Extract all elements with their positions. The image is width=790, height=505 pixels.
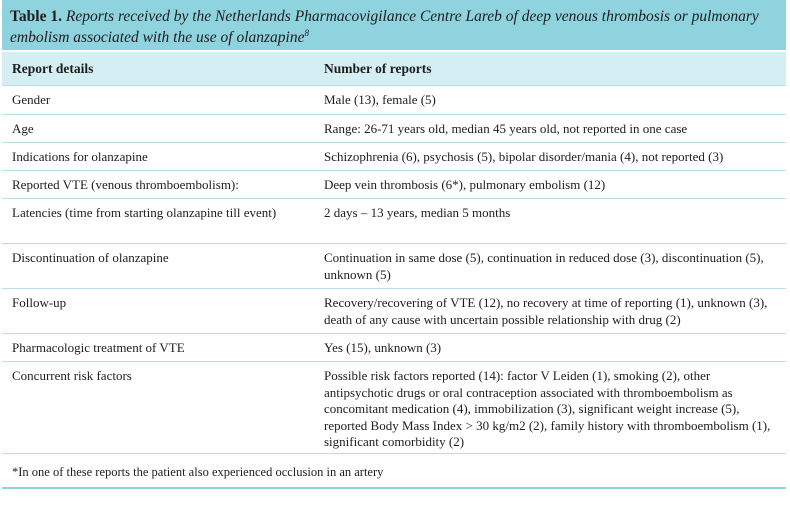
row-detail: Follow-up xyxy=(12,295,67,310)
row-detail: Pharmacologic treatment of VTE xyxy=(12,340,185,355)
column-header-number-of-reports: Number of reports xyxy=(324,60,432,76)
row-value: Yes (15), unknown (3) xyxy=(324,340,442,355)
table-row xyxy=(2,198,786,243)
row-value: Continuation in same dose (5), continuation in reduced dose (3), discontinuation (5), unknown (5) xyxy=(324,250,764,282)
row-detail: Indications for olanzapine xyxy=(12,149,148,164)
row-detail: Gender xyxy=(12,92,51,107)
table-row xyxy=(2,361,786,453)
row-detail: Age xyxy=(12,121,34,136)
table-row xyxy=(2,243,786,288)
table-footnote: *In one of these reports the patient also experienced occlusion in an artery xyxy=(2,453,786,487)
table-row xyxy=(2,288,786,333)
table-row xyxy=(2,85,786,114)
row-detail: Discontinuation of olanzapine xyxy=(12,250,169,265)
table-row xyxy=(2,142,786,170)
row-value: Male (13), female (5) xyxy=(324,92,436,107)
row-value: Schizophrenia (6), psychosis (5), bipolar disorder/mania (4), not reported (3) xyxy=(324,149,724,164)
row-detail: Concurrent risk factors xyxy=(12,368,132,383)
row-value: Recovery/recovering of VTE (12), no recovery at time of reporting (1), unknown (3), death of any cause with uncertain possible relationship with drug (2) xyxy=(324,295,768,327)
row-value: Deep vein thrombosis (6*), pulmonary embolism (12) xyxy=(324,177,606,192)
table-row xyxy=(2,170,786,198)
title-reference: 8 xyxy=(304,28,309,38)
row-value: 2 days – 13 years, median 5 months xyxy=(324,205,511,220)
table-caption xyxy=(2,0,786,50)
row-detail: Reported VTE (venous thromboembolism): xyxy=(12,177,239,192)
table-row xyxy=(2,333,786,361)
row-value: Possible risk factors reported (14): factor V Leiden (1), smoking (2), other antipsychotic drugs or oral contraception associated with thromboembolism as concomitant medication (4), immobilization (3), significant weight increase (5), reported Body Mass Index > 30 kg/m2 (2), family history with thromboembolism (1), significant comorbidity (2) xyxy=(324,368,771,449)
column-header-report-details: Report details xyxy=(12,60,94,76)
table-row xyxy=(2,114,786,142)
table-header-row xyxy=(2,50,786,85)
data-table xyxy=(2,0,786,489)
bottom-rule xyxy=(2,487,786,489)
table-label: Table 1. xyxy=(10,8,62,25)
row-detail: Latencies (time from starting olanzapine till event) xyxy=(12,205,277,220)
row-value: Range: 26-71 years old, median 45 years old, not reported in one case xyxy=(324,121,688,136)
table-title: Reports received by the Netherlands Pharmacovigilance Centre Lareb of deep venous thrombosis or pulmonary embolism associated with the use of olanzapine xyxy=(10,8,759,46)
